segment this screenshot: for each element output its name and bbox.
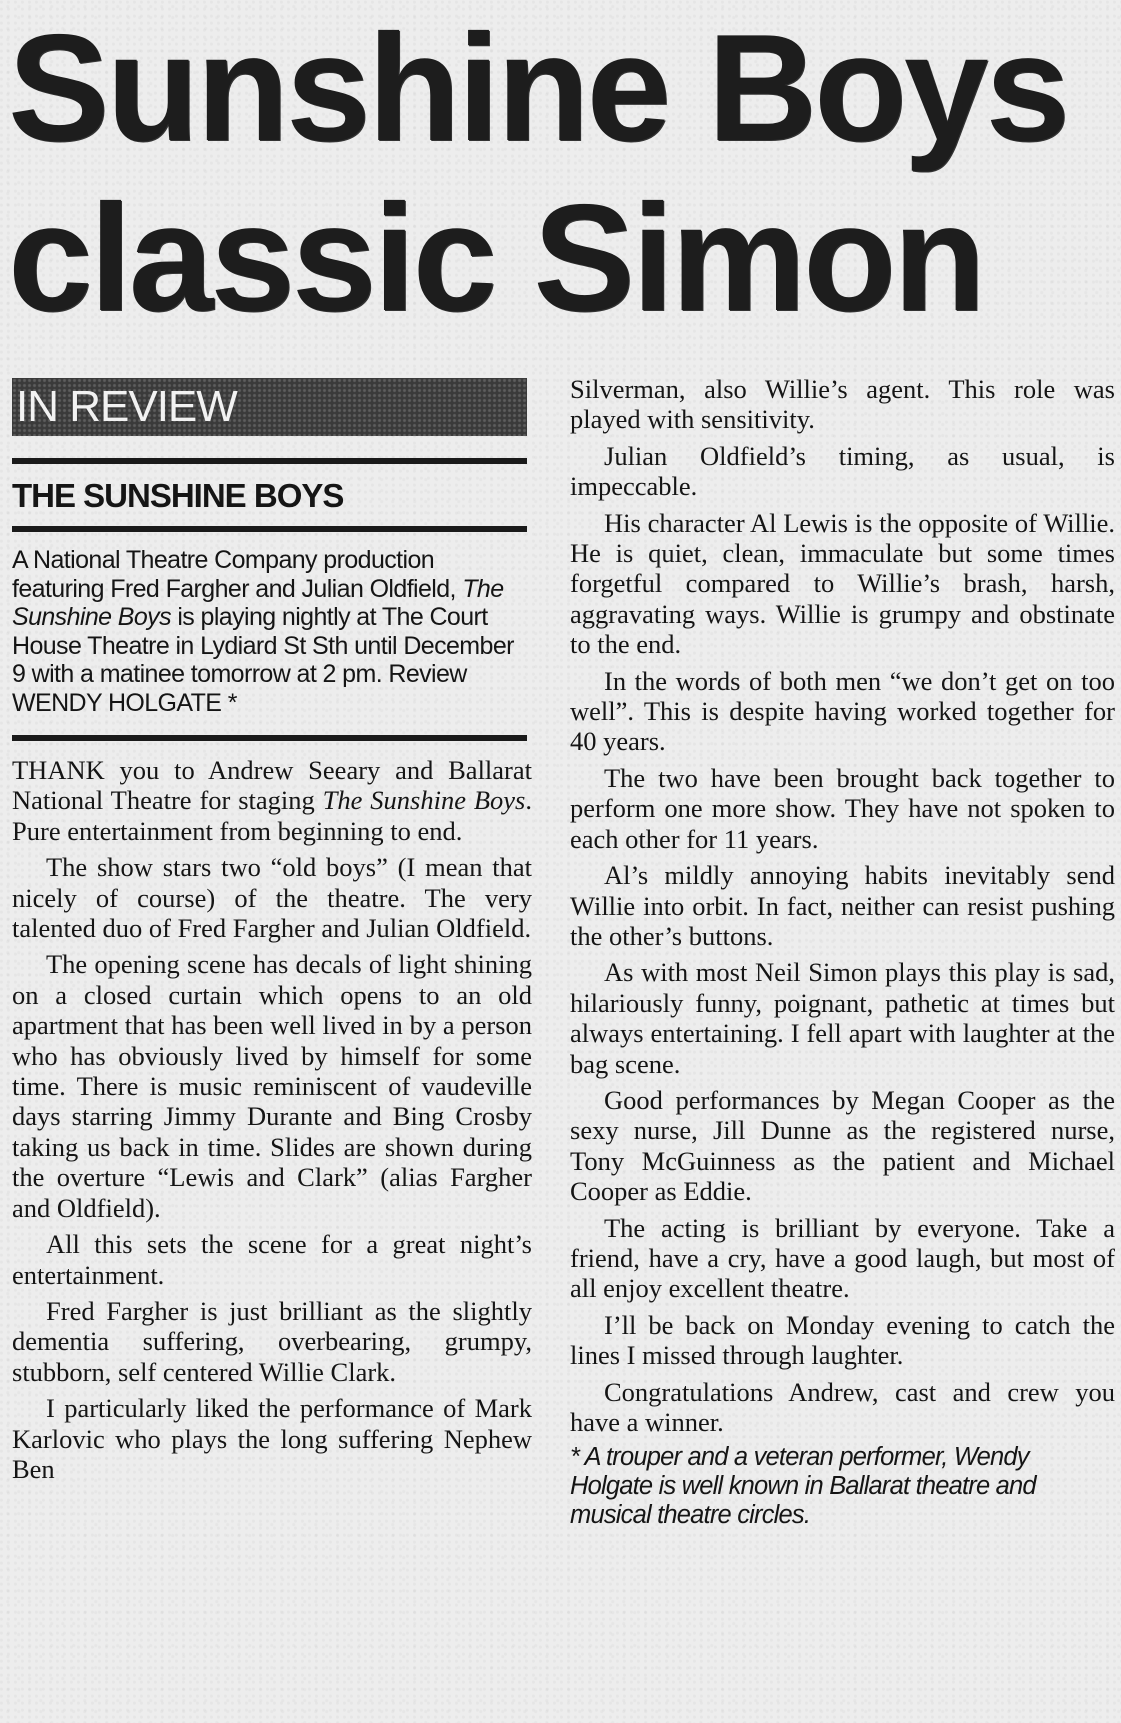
show-title-italic: The Sunshine Boys (322, 785, 526, 816)
production-credits (12, 546, 527, 717)
article-paragraph: All this sets the scene for a great night’s entertainment. (12, 1229, 532, 1290)
article-paragraph: Al’s mildly annoying habits inevitably send Willie into orbit. In fact, neither can resist pushing the other’s buttons. (570, 860, 1115, 951)
article-paragraph: In the words of both men “we don’t get on too well”. This is despite having worked together for 40 years. (570, 665, 1115, 757)
reviewer-footnote: * A trouper and a veteran performer, Wendy Holgate is well known in Ballarat theatre and musical theatre circles. (570, 1443, 1036, 1529)
article-paragraph: The acting is brilliant by everyone. Take a friend, have a cry, have a good laugh, but most of all enjoy excellent theatre. (570, 1212, 1115, 1304)
article-paragraph (12, 755, 532, 846)
headline-line-2: classic Simon (8, 173, 983, 343)
article-paragraph: His character Al Lewis is the opposite of Willie. He is quiet, clean, immaculate but some times forgetful compared to Willie’s brash, harsh, aggravating ways. Willie is grumpy and obstinate to the end. (570, 507, 1115, 660)
left-column (12, 378, 532, 1490)
credits-text: A National Theatre Company production featuring Fred Fargher and Julian Oldfield, (12, 546, 463, 603)
article-paragraph: The opening scene has decals of light shining on a closed curtain which opens to an old apartment that has been well lived in by a person who has obviously lived by himself for some time. There is music reminiscent of vaudeville days starring Jimmy Durante and Bing Crosby taking us back in time. Slides are shown during the overture “Lewis and Clark” (alias Fargher and Oldfield). (12, 949, 532, 1223)
article-paragraph: As with most Neil Simon plays this play is sad, hilariously funny, poignant, pathetic at times but always entertaining. I fell apart with laughter at the bag scene. (570, 957, 1115, 1079)
article-paragraph: I particularly liked the performance of Mark Karlovic who plays the long suffering Nephew Ben (12, 1393, 532, 1484)
headline-line-1: Sunshine Boys (8, 3, 1067, 173)
credits-show-title: The Sunshine Boys (12, 574, 504, 631)
article-paragraph: The two have been brought back together to perform one more show. They have not spoken to each other for 11 years. (570, 762, 1115, 854)
article-body-left (12, 755, 532, 1484)
review-kicker: IN REVIEW (12, 378, 527, 436)
article-paragraph: Silverman, also Willie’s agent. This role was played with sensitivity. (570, 374, 1115, 435)
paragraph-text: . Pure entertainment from beginning to end. (12, 785, 532, 846)
credits-text: is playing nightly at The Court House Theatre in Lydiard St Sth until December 9 with a matinee tomorrow at 2 pm. Review WENDY HOLGATE * (12, 603, 514, 717)
article-paragraph: Fred Fargher is just brilliant as the slightly dementia suffering, overbearing, grumpy, stubborn, self centered Willie Clark. (12, 1295, 532, 1387)
article-paragraph: The show stars two “old boys” (I mean that nicely of course) of the theatre. The very talented duo of Fred Fargher and Julian Oldfield. (12, 852, 532, 944)
article-body-right (570, 374, 1115, 1437)
headline (8, 0, 1118, 346)
article-paragraph: I’ll be back on Monday evening to catch the lines I missed through laughter. (570, 1309, 1115, 1371)
article-paragraph: Julian Oldfield’s timing, as usual, is impeccable. (570, 440, 1115, 502)
article-paragraph: Congratulations Andrew, cast and crew you have a winner. (570, 1376, 1115, 1437)
paragraph-text: THANK you to Andrew Seeary and Ballarat National Theatre for staging (12, 755, 532, 816)
show-title: THE SUNSHINE BOYS (12, 477, 344, 514)
article-paragraph: Good performances by Megan Cooper as the sexy nurse, Jill Dunne as the registered nurse, Tony McGuinness as the patient and Michael Cooper as Eddie. (570, 1084, 1115, 1207)
right-column (570, 374, 1115, 1529)
